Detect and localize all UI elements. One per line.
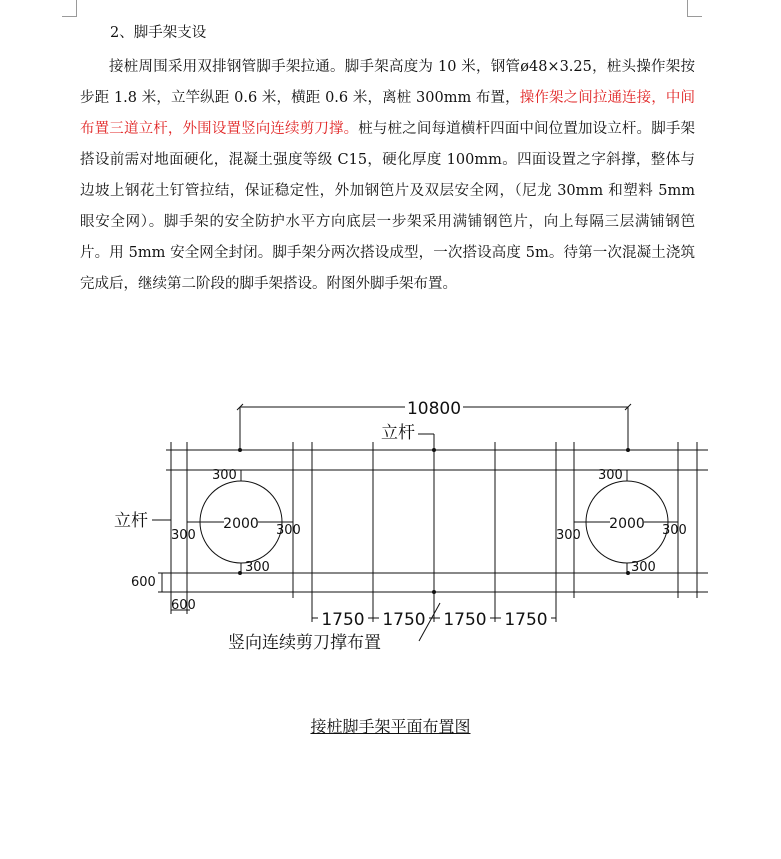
bay-dimension-1: 1750 xyxy=(321,610,365,630)
left-pile-right-offset: 300 xyxy=(276,523,301,538)
vertical-spacing-label: 600 xyxy=(131,575,156,590)
page-corner-mark-left xyxy=(62,0,77,17)
scaffold-plan-figure xyxy=(0,380,781,670)
scaffold-plan-drawing xyxy=(0,380,781,670)
right-pile-right-offset: 300 xyxy=(662,523,687,538)
pole-label-left: 立杆 xyxy=(114,511,148,531)
pole-label-top: 立杆 xyxy=(381,423,415,443)
brace-label: 竖向连续剪刀撑布置 xyxy=(228,633,381,653)
left-pile-bottom-offset: 300 xyxy=(245,560,270,575)
paragraph-part-3: 桩与桩之间每道横杆四面中间位置加设立杆。脚手架搭设前需对地面硬化，混凝土强度等级 C15，硬化厚度 100mm。四面设置之字斜撑，整体与边坡上钢花土钉管拉结，保证稳定性，外加钢笆片及双层安全网，（尼龙 30mm 和塑料 5mm 眼安全网）。脚手架的安全防护水平方向底层一步架采用满铺钢笆片，向上每隔三层满铺钢笆片。用 5mm 安全网全封闭。脚手架分两次搭设成型，一次搭设高度 5m。待第一次混凝土浇筑完成后，继续第二阶段的脚手架搭设。附图外脚手架布置。 xyxy=(80,121,695,292)
right-pile-left-offset: 300 xyxy=(556,528,581,543)
paragraph-highlight-red: 操作架之间拉通连接，中间布置三道立杆，外围设置竖向连续剪刀撑。 xyxy=(80,90,695,137)
left-pile-top-offset: 300 xyxy=(212,468,237,483)
left-pile-diameter: 2000 xyxy=(223,516,259,532)
body-paragraph xyxy=(80,52,695,300)
bay-dimension-3: 1750 xyxy=(443,610,487,630)
page-corner-mark-right xyxy=(687,0,702,17)
overall-dimension-label: 10800 xyxy=(406,399,462,419)
bay-dimension-4: 1750 xyxy=(504,610,548,630)
section-heading: 2、脚手架支设 xyxy=(110,25,207,41)
paragraph-part-1: 接桩周围采用双排钢管脚手架拉通。脚手架高度为 10 米，钢管ø48×3.25，桩头操作架按步距 1.8 米，立竿纵距 0.6 米，横距 0.6 米，离桩 300mm 布置， xyxy=(80,59,695,106)
right-pile-diameter: 2000 xyxy=(609,516,645,532)
figure-caption: 接桩脚手架平面布置图 xyxy=(310,717,471,736)
bay-dimension-2: 1750 xyxy=(382,610,426,630)
right-pile-top-offset: 300 xyxy=(598,468,623,483)
left-pile-left-offset: 300 xyxy=(171,528,196,543)
right-pile-bottom-offset: 300 xyxy=(631,560,656,575)
horizontal-spacing-label: 600 xyxy=(171,598,196,613)
